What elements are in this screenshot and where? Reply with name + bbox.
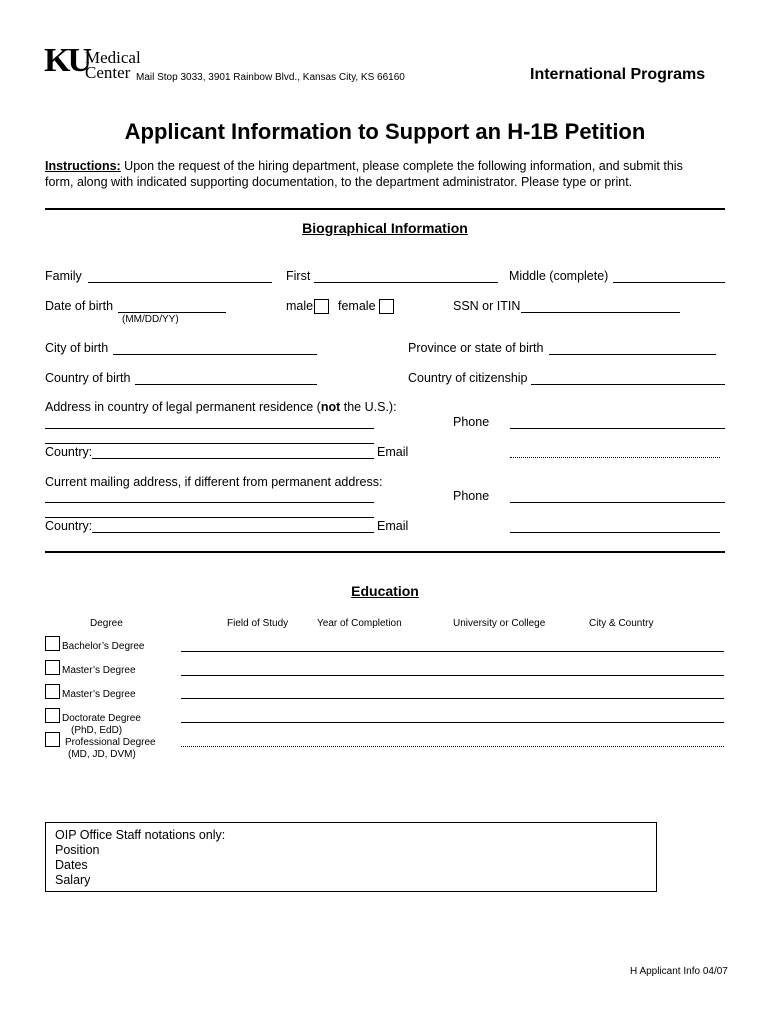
instructions-text-2: form, along with indicated supporting documentation, to the department administrator. Please type or print. <box>45 175 633 189</box>
divider <box>45 208 725 210</box>
staff-dates: Dates <box>55 858 88 872</box>
country-field[interactable] <box>92 458 374 459</box>
col-university: University or College <box>453 618 546 629</box>
professional-checkbox[interactable] <box>45 732 60 747</box>
bio-heading: Biographical Information <box>302 220 468 236</box>
bachelor-line[interactable] <box>181 651 724 652</box>
middle-label: Middle (complete) <box>509 269 609 283</box>
education-heading: Education <box>351 583 419 599</box>
master1-checkbox[interactable] <box>45 660 60 675</box>
female-label: female <box>338 299 376 313</box>
email2-label: Email <box>377 519 409 533</box>
doctorate-sub: (PhD, EdD) <box>71 725 123 736</box>
family-field[interactable] <box>88 282 272 283</box>
mailing-address-line-2[interactable] <box>45 517 374 518</box>
ku-logo: KU <box>44 42 89 79</box>
logo-medical-text: Medical <box>85 48 141 67</box>
mailing-address-line-1[interactable] <box>45 502 374 503</box>
staff-salary: Salary <box>55 873 91 887</box>
department-name: International Programs <box>530 66 706 83</box>
country2-field[interactable] <box>92 532 374 533</box>
master1-line[interactable] <box>181 675 724 676</box>
col-degree: Degree <box>90 618 123 629</box>
col-city-country: City & Country <box>589 618 654 629</box>
email2-field[interactable] <box>510 532 720 533</box>
perm-address-line-1[interactable] <box>45 428 374 429</box>
instructions-text-1: Upon the request of the hiring department, please complete the following information, and submit this <box>120 159 683 173</box>
citizenship-label: Country of citizenship <box>408 371 528 385</box>
perm-address-text-b: the U.S.): <box>340 400 397 414</box>
citizenship-field[interactable] <box>531 384 725 385</box>
first-label: First <box>286 269 311 283</box>
logo-center-text: Center <box>85 63 131 82</box>
staff-position: Position <box>55 843 100 857</box>
doctorate-line[interactable] <box>181 722 724 723</box>
country-label: Country: <box>45 445 93 459</box>
dob-format: (MM/DD/YY) <box>122 314 179 325</box>
staff-notations-title: OIP Office Staff notations only: <box>55 828 226 842</box>
bachelor-label: Bachelor’s Degree <box>62 641 145 652</box>
phone-label: Phone <box>453 415 490 429</box>
perm-address-text-a: Address in country of legal permanent residence ( <box>45 400 321 414</box>
country-birth-field[interactable] <box>135 384 317 385</box>
doctorate-checkbox[interactable] <box>45 708 60 723</box>
dob-field[interactable] <box>118 312 226 313</box>
professional-line[interactable] <box>181 746 724 747</box>
ssn-label: SSN or ITIN <box>453 299 521 313</box>
bachelor-checkbox[interactable] <box>45 636 60 651</box>
divider <box>45 551 725 553</box>
phone2-field[interactable] <box>510 502 725 503</box>
country-birth-label: Country of birth <box>45 371 131 385</box>
header-address: Mail Stop 3033, 3901 Rainbow Blvd., Kansas City, KS 66160 <box>136 72 405 83</box>
page-title: Applicant Information to Support an H-1B Petition <box>124 119 646 144</box>
instructions-label: Instructions: <box>45 159 121 173</box>
master1-label: Master’s Degree <box>62 665 136 676</box>
first-field[interactable] <box>314 282 498 283</box>
middle-field[interactable] <box>613 282 725 283</box>
city-birth-label: City of birth <box>45 341 109 355</box>
form-code: H Applicant Info 04/07 <box>630 966 728 977</box>
email-label: Email <box>377 445 409 459</box>
professional-label: Professional Degree <box>65 737 156 748</box>
master2-label: Master’s Degree <box>62 689 136 700</box>
male-label: male <box>286 299 314 313</box>
province-birth-field[interactable] <box>549 354 716 355</box>
perm-address-line-2[interactable] <box>45 443 374 444</box>
master2-line[interactable] <box>181 698 724 699</box>
phone2-label: Phone <box>453 489 490 503</box>
female-checkbox[interactable] <box>379 299 394 314</box>
province-birth-label: Province or state of birth <box>408 341 544 355</box>
master2-checkbox[interactable] <box>45 684 60 699</box>
email-field[interactable] <box>510 457 720 458</box>
phone-field[interactable] <box>510 428 725 429</box>
doctorate-label: Doctorate Degree <box>62 713 141 724</box>
professional-sub: (MD, JD, DVM) <box>68 749 136 760</box>
ssn-field[interactable] <box>521 312 680 313</box>
col-year: Year of Completion <box>317 618 402 629</box>
country2-label: Country: <box>45 519 93 533</box>
col-field-of-study: Field of Study <box>227 618 289 629</box>
family-label: Family <box>45 269 82 283</box>
perm-address-not: not <box>320 400 341 414</box>
male-checkbox[interactable] <box>314 299 329 314</box>
instructions-line-1 <box>45 159 745 173</box>
mailing-address-label: Current mailing address, if different from permanent address: <box>45 475 383 489</box>
perm-address-label <box>45 400 397 414</box>
city-birth-field[interactable] <box>113 354 317 355</box>
dob-label: Date of birth <box>45 299 114 313</box>
